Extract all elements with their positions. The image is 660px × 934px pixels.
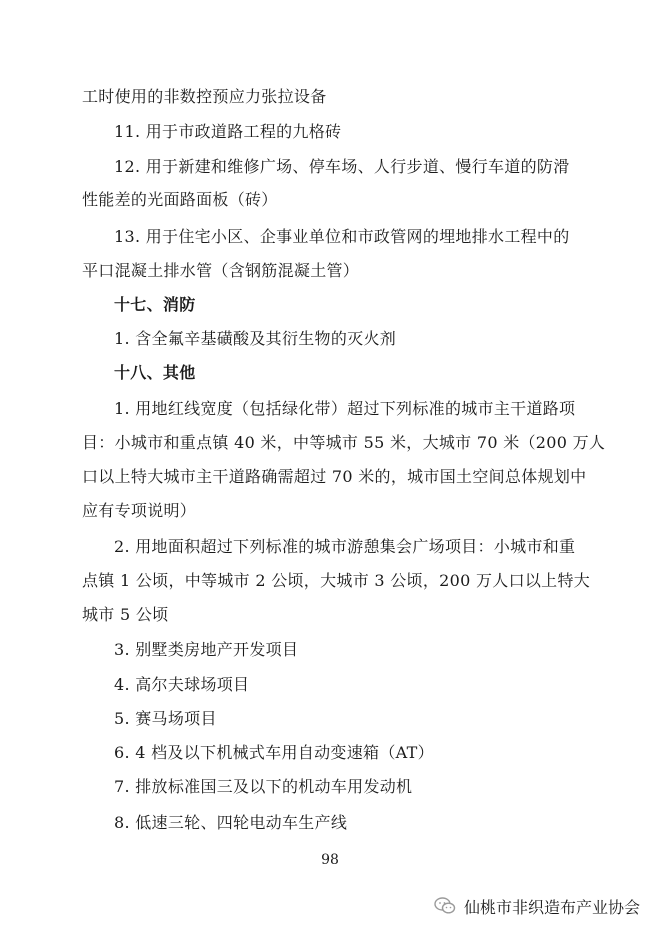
wechat-icon	[434, 896, 456, 916]
text-line: 1. 用地红线宽度（包括绿化带）超过下列标准的城市主干道路项	[114, 399, 576, 418]
text-line: 6. 4 档及以下机械式车用自动变速箱（AT）	[114, 743, 434, 762]
page-number: 98	[321, 852, 339, 868]
watermark-text: 仙桃市非织造布产业协会	[464, 897, 641, 917]
text-line: 12. 用于新建和维修广场、停车场、人行步道、慢行车道的防滑	[114, 157, 570, 176]
text-line: 3. 别墅类房地产开发项目	[114, 640, 299, 659]
text-line: 工时使用的非数控预应力张拉设备	[82, 87, 327, 106]
text-line: 4. 高尔夫球场项目	[114, 675, 250, 694]
text-line: 2. 用地面积超过下列标准的城市游憩集会广场项目：小城市和重	[114, 537, 576, 556]
text-line: 平口混凝土排水管（含钢筋混凝土管）	[82, 261, 360, 280]
section-heading-other: 十八、其他	[114, 363, 196, 382]
text-line: 性能差的光面路面板（砖）	[82, 190, 278, 209]
text-line: 口以上特大城市主干道路确需超过 70 米的，城市国土空间总体规划中	[82, 467, 587, 486]
text-line: 点镇 1 公顷，中等城市 2 公顷，大城市 3 公顷，200 万人口以上特大	[82, 571, 591, 590]
text-line: 1. 含全氟辛基磺酸及其衍生物的灭火剂	[114, 329, 397, 348]
text-line: 城市 5 公顷	[82, 605, 169, 624]
text-line: 13. 用于住宅小区、企事业单位和市政管网的埋地排水工程中的	[114, 227, 570, 246]
text-line: 11. 用于市政道路工程的九格砖	[114, 122, 342, 141]
text-line: 应有专项说明）	[82, 501, 197, 520]
text-line: 7. 排放标准国三及以下的机动车用发动机	[114, 777, 413, 796]
section-heading-fire-protection: 十七、消防	[114, 295, 196, 314]
watermark	[434, 892, 640, 920]
text-line: 8. 低速三轮、四轮电动车生产线	[114, 813, 348, 832]
text-line: 5. 赛马场项目	[114, 709, 217, 728]
text-line: 目：小城市和重点镇 40 米，中等城市 55 米，大城市 70 米（200 万人	[82, 433, 606, 452]
